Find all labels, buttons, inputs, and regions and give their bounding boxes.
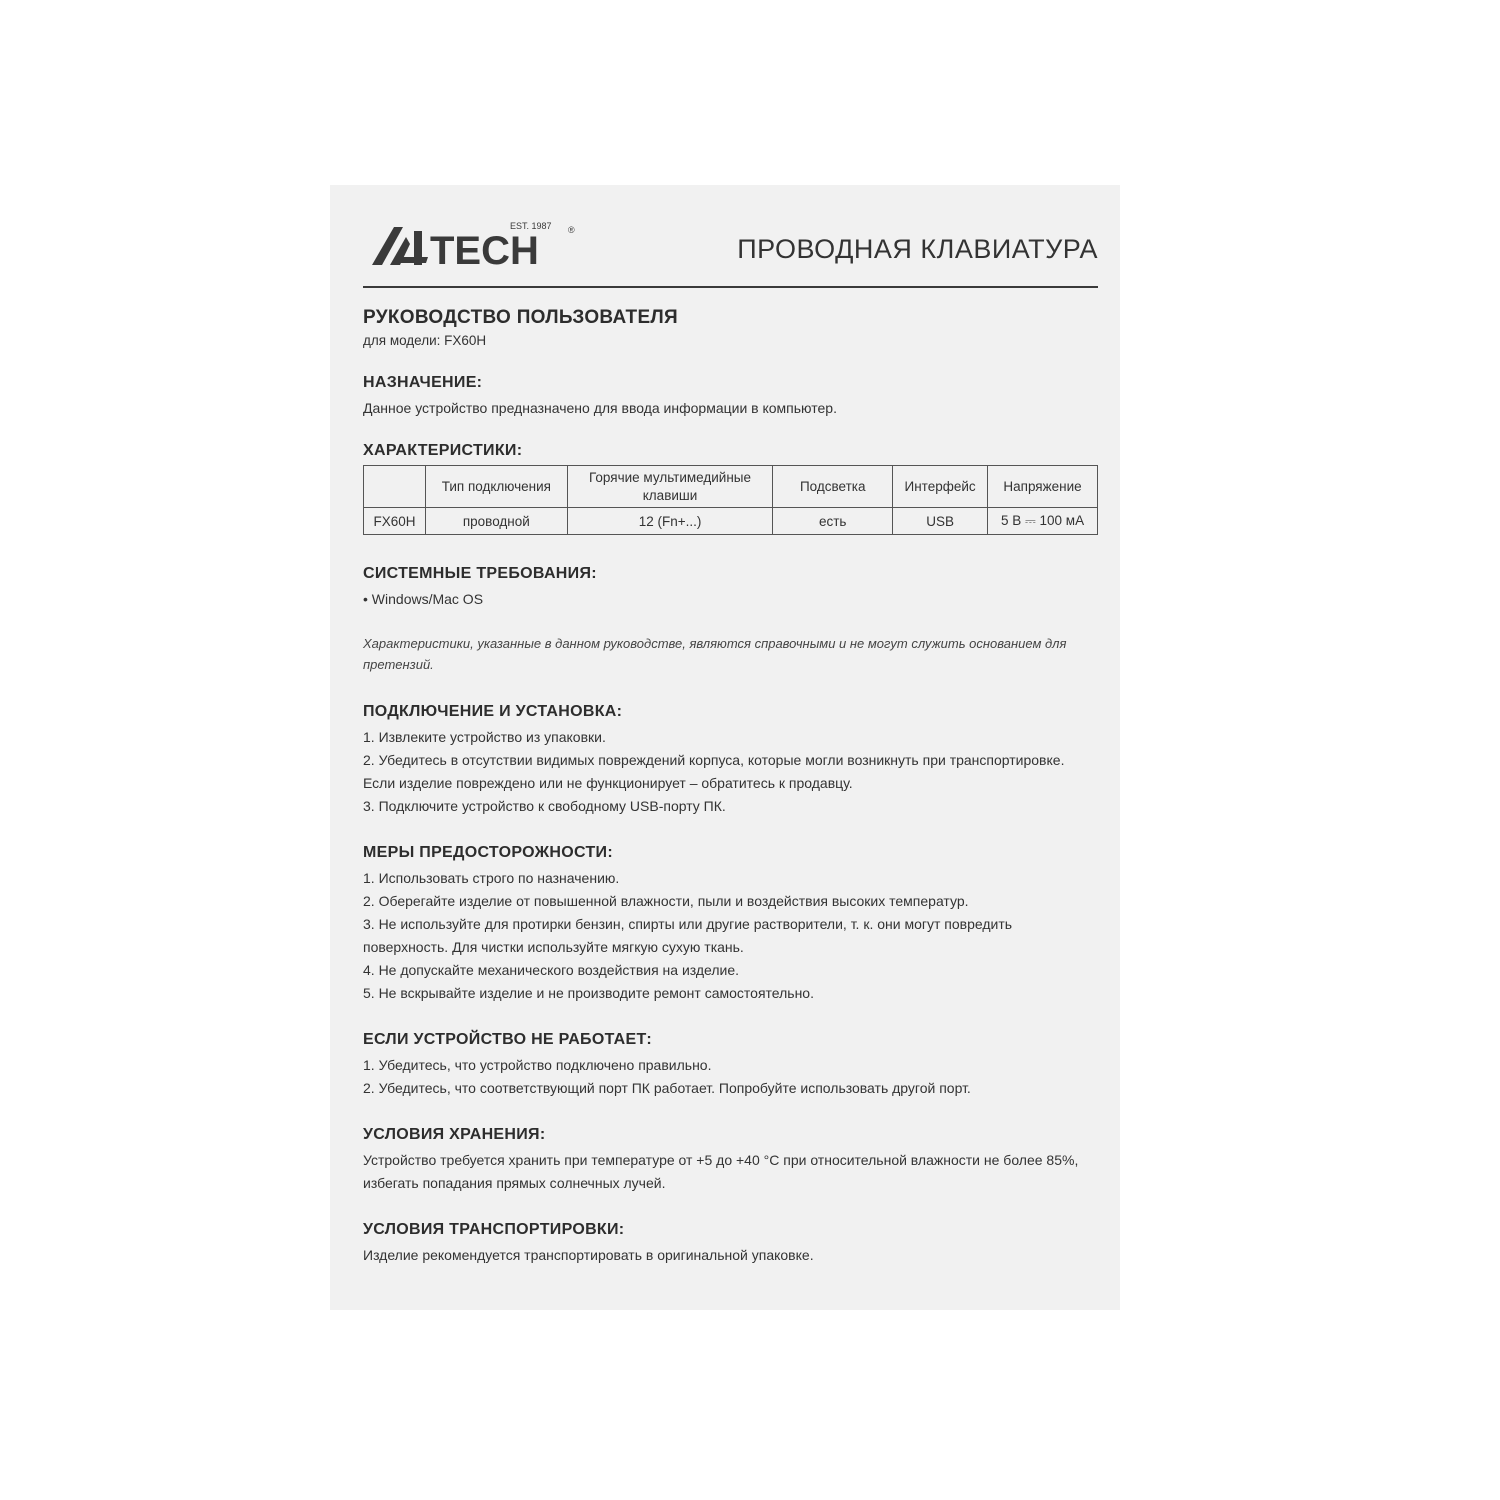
table-row xyxy=(364,508,1098,535)
header-divider xyxy=(363,286,1098,288)
list-item: 2. Оберегайте изделие от повышенной влажности, пыли и воздействия высоких температур. xyxy=(363,893,969,909)
transport-heading: УСЛОВИЯ ТРАНСПОРТИРОВКИ: xyxy=(363,1221,625,1238)
storage-heading: УСЛОВИЯ ХРАНЕНИЯ: xyxy=(363,1126,546,1143)
list-item: 2. Убедитесь в отсутствии видимых повреждений корпуса, которые могли возникнуть при транспортировке. Если изделие повреждено или не функционирует – обратитесь к продавцу. xyxy=(363,752,1065,791)
document-title: ПРОВОДНАЯ КЛАВИАТУРА xyxy=(737,234,1098,264)
troubleshooting-section xyxy=(363,1031,1098,1100)
specs-col-backlight: Подсветка xyxy=(773,466,893,508)
specs-col-connection: Тип подключения xyxy=(425,466,567,508)
svg-text:TECH: TECH xyxy=(430,229,539,272)
specs-cell-model: FX60H xyxy=(364,508,426,535)
manual-content xyxy=(363,307,1098,1267)
transport-text: Изделие рекомендуется транспортировать в оригинальной упаковке. xyxy=(363,1247,814,1263)
svg-text:EST. 1987: EST. 1987 xyxy=(510,221,552,231)
svg-text:®: ® xyxy=(568,225,575,235)
list-item: 5. Не вскрывайте изделие и не производите ремонт самостоятельно. xyxy=(363,985,814,1001)
list-item: 4. Не допускайте механического воздействия на изделие. xyxy=(363,962,740,978)
precautions-section xyxy=(363,844,1098,1005)
system-section xyxy=(363,565,1098,611)
specs-cell-connection: проводной xyxy=(425,508,567,535)
list-item: • Windows/Mac OS xyxy=(363,591,484,607)
specs-heading: ХАРАКТЕРИСТИКИ: xyxy=(363,442,523,459)
list-item: 2. Убедитесь, что соответствующий порт ПК работает. Попробуйте использовать другой порт. xyxy=(363,1080,971,1096)
list-item: 3. Не используйте для протирки бензин, спирты или другие растворители, т. к. они могут повредить поверхность. Для чистки используйте мягкую сухую ткань. xyxy=(363,916,1013,955)
list-item: 1. Извлеките устройство из упаковки. xyxy=(363,729,606,745)
specs-cell-backlight: есть xyxy=(773,508,893,535)
system-list xyxy=(363,588,1098,611)
specs-header-row xyxy=(364,466,1098,508)
manual-title: РУКОВОДСТВО ПОЛЬЗОВАТЕЛЯ xyxy=(363,307,679,328)
specs-table xyxy=(363,465,1098,535)
brand-logo xyxy=(370,217,580,272)
specs-col-hotkeys: Горячие мультимедийные клавиши xyxy=(567,466,773,508)
specs-section xyxy=(363,442,1098,535)
purpose-section xyxy=(363,374,1098,420)
model-line: для модели: FX60H xyxy=(363,333,487,348)
transport-section xyxy=(363,1221,1098,1267)
purpose-heading: НАЗНАЧЕНИЕ: xyxy=(363,374,483,391)
troubleshooting-heading: ЕСЛИ УСТРОЙСТВО НЕ РАБОТАЕТ: xyxy=(363,1031,652,1048)
specs-col-interface: Интерфейс xyxy=(893,466,988,508)
troubleshooting-list xyxy=(363,1054,1098,1100)
list-item: 3. Подключите устройство к свободному USB-порту ПК. xyxy=(363,798,726,814)
precautions-heading: МЕРЫ ПРЕДОСТОРОЖНОСТИ: xyxy=(363,844,613,861)
specs-cell-interface: USB xyxy=(893,508,988,535)
specs-col-voltage: Напряжение xyxy=(988,466,1098,508)
purpose-text: Данное устройство предназначено для ввода информации в компьютер. xyxy=(363,400,837,416)
show-through-text xyxy=(905,216,909,232)
installation-section xyxy=(363,703,1098,818)
system-heading: СИСТЕМНЫЕ ТРЕБОВАНИЯ: xyxy=(363,565,597,582)
specs-cell-voltage: 5 В ⎓ 100 мА xyxy=(988,508,1098,535)
installation-list xyxy=(363,726,1098,818)
specs-col-model xyxy=(364,466,426,508)
storage-section xyxy=(363,1126,1098,1195)
disclaimer-note: Характеристики, указанные в данном руководстве, являются справочными и не могут служить основанием для претензий. xyxy=(363,636,1067,672)
list-item: 1. Убедитесь, что устройство подключено правильно. xyxy=(363,1057,712,1073)
list-item: 1. Использовать строго по назначению. xyxy=(363,870,620,886)
a4tech-logo-icon xyxy=(370,217,580,272)
storage-text: Устройство требуется хранить при температуре от +5 до +40 °C при относительной влажности не более 85%, избегать попадания прямых солнечных лучей. xyxy=(363,1152,1079,1191)
specs-cell-hotkeys: 12 (Fn+...) xyxy=(567,508,773,535)
installation-heading: ПОДКЛЮЧЕНИЕ И УСТАНОВКА: xyxy=(363,703,623,720)
precautions-list xyxy=(363,867,1098,1005)
